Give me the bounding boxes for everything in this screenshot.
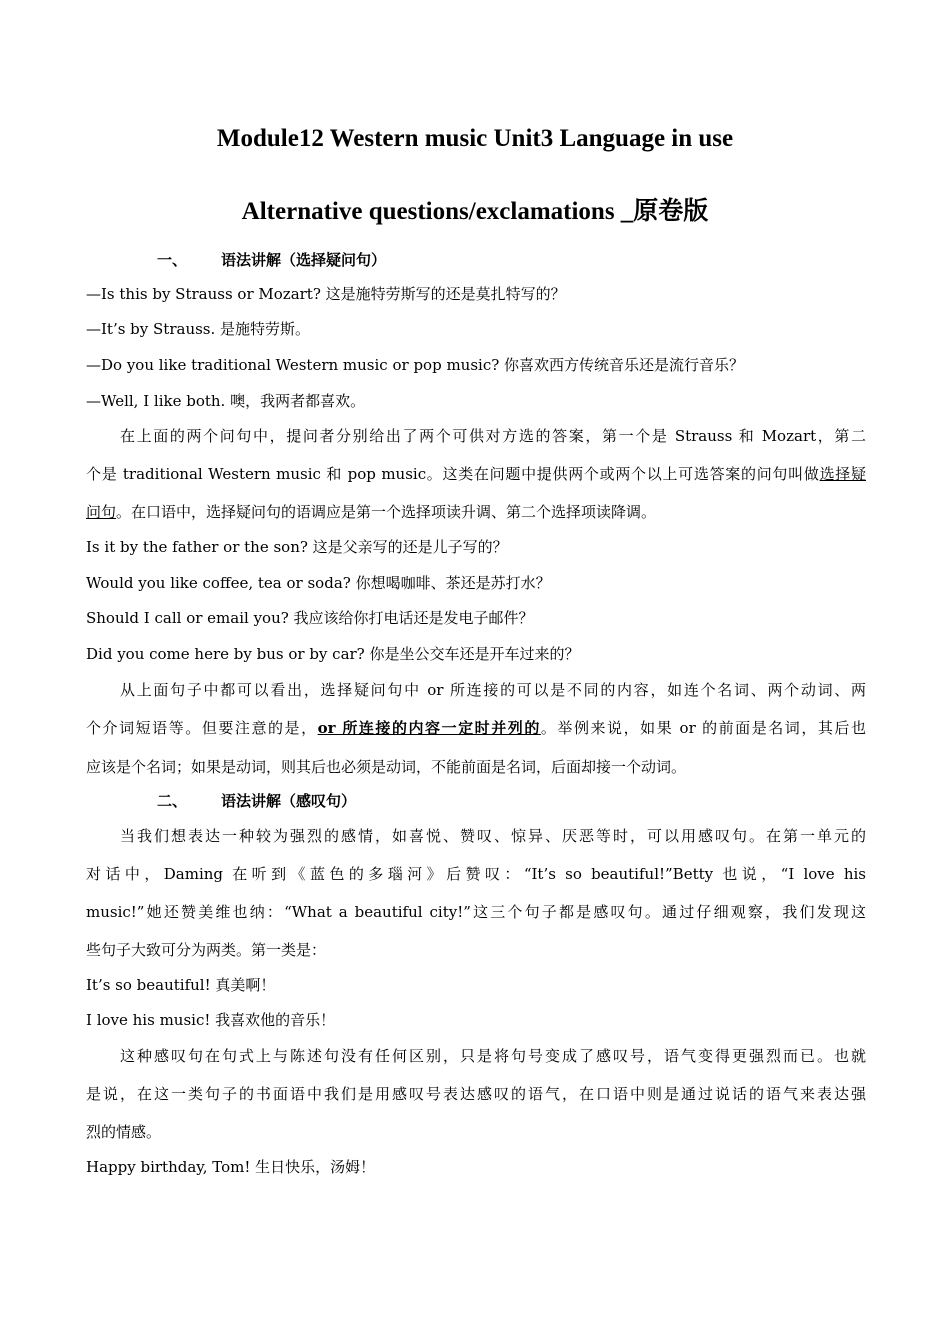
title-line-2: Alternative questions/exclamations _原卷版 [241,198,709,225]
text-span: 。在口语中，选择疑问句的语调应是第一个选择项读升调、第二个选择项读降调。 [116,503,657,521]
section-1-number: 一、 [157,251,188,269]
section-1-heading [157,249,386,270]
paragraph-line: 烈的情感。 [86,1123,162,1141]
paragraph-line: music!”她还赞美维也纳：“What a beautiful city!”这三个句子都是感叹句。通过仔细观察，我们发现这 [86,903,866,921]
example-sentence: Is it by the father or the son? 这是父亲写的还是儿子写的？ [86,538,508,556]
paragraph-line: 当我们想表达一种较为强烈的感情，如喜悦、赞叹、惊异、厌恶等时，可以用感叹句。在第一单元的 [120,827,866,845]
dialog-line: —Is this by Strauss or Mozart? 这是施特劳斯写的还是莫扎特写的？ [86,285,566,303]
example-sentence: Happy birthday, Tom! 生日快乐，汤姆！ [86,1158,376,1176]
text-span: 个是 traditional Western music 和 pop music。这类在问题中提供两个或两个以上可选答案的问句叫做 [86,465,820,483]
paragraph-line: 应该是个名词；如果是动词，则其后也必须是动词，不能前面是名词，后面却接一个动词。 [86,758,687,776]
title-line-1: Module12 Western music Unit3 Language in use [216,125,734,152]
paragraph-line [86,502,866,522]
example-sentence: Would you like coffee, tea or soda? 你想喝咖啡、茶还是苏打水？ [86,574,551,592]
underlined-term: 问句 [86,503,117,521]
example-sentence: Should I call or email you? 我应该给你打电话还是发电子邮件？ [86,609,534,627]
section-2-heading [157,790,356,811]
paragraph-line: 在上面的两个问句中，提问者分别给出了两个可供对方选的答案，第一个是 Strauss 和 Mozart，第二 [120,427,866,445]
dialog-line: —Well, I like both. 噢，我两者都喜欢。 [86,392,366,410]
emphasized-rule: or 所连接的内容一定时并列的 [317,719,541,737]
underlined-term: 选择疑 [819,465,866,483]
paragraph-line: 从上面句子中都可以看出，选择疑问句中 or 所连接的可以是不同的内容，如连个名词、两个动词、两 [120,681,866,699]
paragraph-line: 这种感叹句在句式上与陈述句没有任何区别，只是将句号变成了感叹号，语气变得更强烈而已。也就 [120,1047,866,1065]
dialog-line: —It’s by Strauss. 是施特劳斯。 [86,320,311,338]
dialog-line: —Do you like traditional Western music or pop music? 你喜欢西方传统音乐还是流行音乐？ [86,356,745,374]
paragraph-line [86,718,866,738]
paragraph-line: 对话中，Daming 在听到《蓝色的多瑙河》后赞叹：“It’s so beautiful!”Betty 也说，“I love his [86,865,866,883]
paragraph-line [86,464,866,484]
example-sentence: I love his music! 我喜欢他的音乐！ [86,1011,336,1029]
example-sentence: It’s so beautiful! 真美啊！ [86,976,276,994]
paragraph-line: 是说，在这一类句子的书面语中我们是用感叹号表达感叹的语气，在口语中则是通过说话的语气来表达强 [86,1085,866,1103]
text-span: 。举例来说，如果 or 的前面是名词，其后也 [540,719,866,737]
text-span: 个介词短语等。但要注意的是， [86,719,318,737]
paragraph-line: 些句子大致可分为两类。第一类是： [86,941,327,959]
example-sentence: Did you come here by bus or by car? 你是坐公交车还是开车过来的？ [86,645,580,663]
section-2-title: 语法讲解（感叹句） [221,792,357,810]
section-1-title: 语法讲解（选择疑问句） [221,251,387,269]
section-2-number: 二、 [157,792,188,810]
